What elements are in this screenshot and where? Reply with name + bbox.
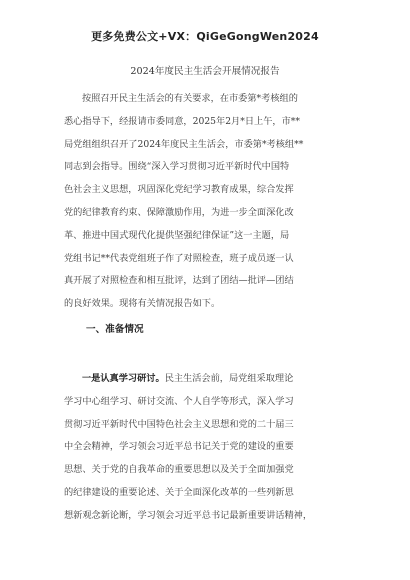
paragraph-line: 革、推进中国式现代化提供坚强纪律保证”这一主题，局 (64, 229, 290, 241)
paragraph-line: 中全会精神，学习领会习近平总书记关于党的建设的重要 (64, 441, 294, 453)
paragraph-line: 真开展了对照检查和相互批评，达到了团结—批评—团结 (64, 275, 294, 287)
paragraph-line: 思想、关于党的自我革命的重要思想以及关于全面加强党 (64, 464, 294, 476)
paragraph-line: 想新观念新论断，学习领会习近平总书记最新重要讲话精神， (64, 509, 313, 521)
paragraph-line: 党组书记**代表党组班子作了对照检查，班子成员逐一认 (64, 252, 294, 264)
paragraph-line: 党的纪律教育约束、保障激励作用，为进一步全面深化改 (64, 206, 294, 218)
paragraph-line: 的良好效果。现将有关情况报告如下。 (64, 298, 221, 310)
paragraph-text: 民主生活会前，局党组采取理论 (164, 373, 294, 384)
document-title: 2024年度民主生活会开展情况报告 (130, 66, 280, 77)
paragraph-line: 贯彻习近平新时代中国特色社会主义思想和党的二十届三 (64, 418, 294, 430)
lead-phrase: 一是认真学习研讨。 (82, 373, 165, 384)
section-paragraph (64, 368, 360, 528)
paragraph-line: 的纪律建设的重要论述、关于全面深化改革的一些列新思 (64, 486, 294, 498)
paragraph-line: 色社会主义思想，巩固深化党纪学习教育成果，综合发挥 (64, 184, 294, 196)
paragraph-line: 局党组组织召开了2024年度民主生活会，市委第*考核组** (64, 138, 304, 150)
section-heading: 一、准备情况 (86, 324, 144, 335)
paragraph-line: 按照召开民主生活会的有关要求，在市委第*考核组的 (82, 93, 298, 104)
promo-header: 更多免费公文+VX：QiGeGongWen2024 (91, 30, 319, 43)
paragraph-line (64, 368, 360, 391)
paragraph-line: 同志到会指导。围绕“深入学习贯彻习近平新时代中国特 (64, 161, 290, 173)
paragraph-line: 悉心指导下，经报请市委同意，2025年2月*日上午，市** (64, 115, 300, 127)
paragraph-line: 学习中心组学习、研讨交流、个人自学等形式，深入学习 (64, 395, 294, 407)
intro-paragraph (64, 88, 360, 316)
